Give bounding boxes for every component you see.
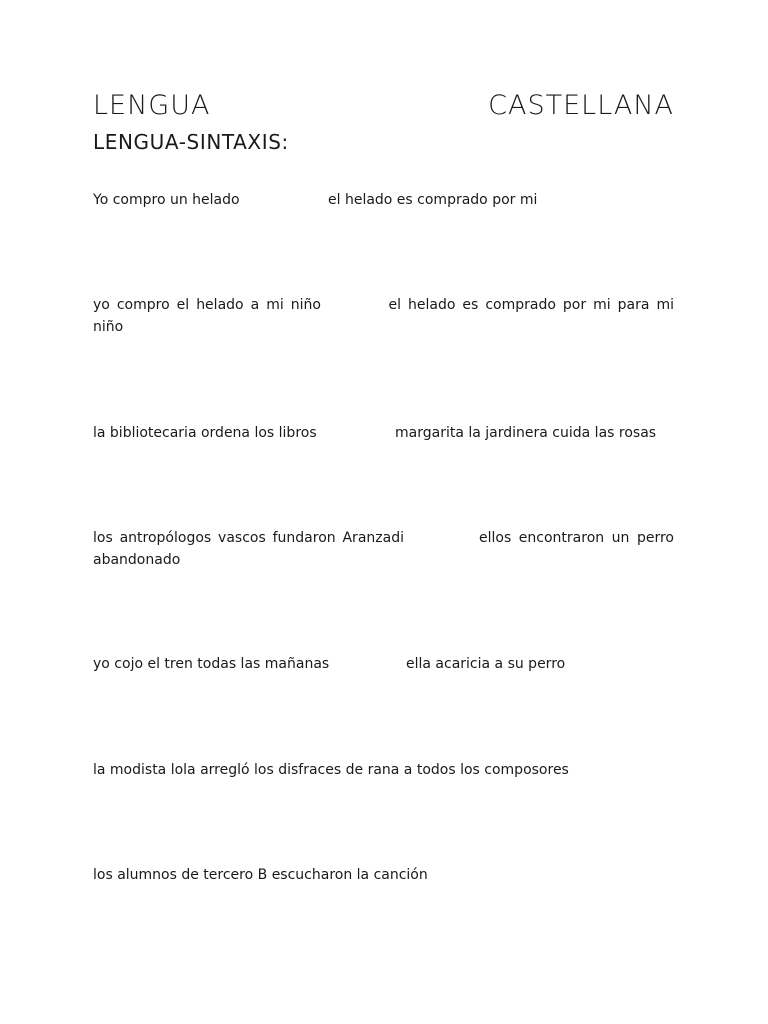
exercise-1-active: Yo compro un helado [93,192,240,208]
word: mi [593,297,611,313]
word: helado [196,297,244,313]
word: un [611,530,630,546]
title-right: CASTELLANA [488,90,674,121]
word: antropólogos [119,530,212,546]
exercise-5-sentence-b: ella acaricia a su perro [406,656,566,672]
title-left: LENGUA [93,90,211,121]
exercise-2 [93,294,674,338]
word: Aranzadi [342,530,404,546]
exercise-1-passive: el helado es comprado por mi [328,192,538,208]
word: yo [93,297,110,313]
word: niño [290,297,321,313]
word: encontraron [518,530,605,546]
exercise-6-sentence: la modista lola arregló los disfraces de rana a todos los composores [93,762,569,778]
word: los [93,530,113,546]
word: fundaron [272,530,336,546]
word: es [462,297,479,313]
word: ellos [479,530,512,546]
word: mi [656,297,674,313]
document-title [93,88,674,124]
word: compro [116,297,170,313]
word: vascos [218,530,266,546]
word: helado [407,297,456,313]
word: el [388,297,401,313]
exercise-3-sentence-b: margarita la jardinera cuida las rosas [395,425,657,441]
exercise-4-line-1 [93,527,674,549]
word: comprado [485,297,556,313]
exercise-4-line-2: abandonado [93,552,181,568]
exercise-4 [93,527,674,571]
word: por [562,297,587,313]
word: a [250,297,260,313]
exercise-2-line-2: niño [93,319,124,335]
exercise-7-sentence: los alumnos de tercero B escucharon la canción [93,867,428,883]
word: el [176,297,190,313]
word: para [617,297,650,313]
exercise-5-sentence-a: yo cojo el tren todas las mañanas [93,656,330,672]
exercise-2-line-1 [93,294,674,316]
word: mi [266,297,284,313]
word: perro [636,530,674,546]
document-subtitle: LENGUA-SINTAXIS: [93,130,289,154]
exercise-3-sentence-a: la bibliotecaria ordena los libros [93,425,317,441]
